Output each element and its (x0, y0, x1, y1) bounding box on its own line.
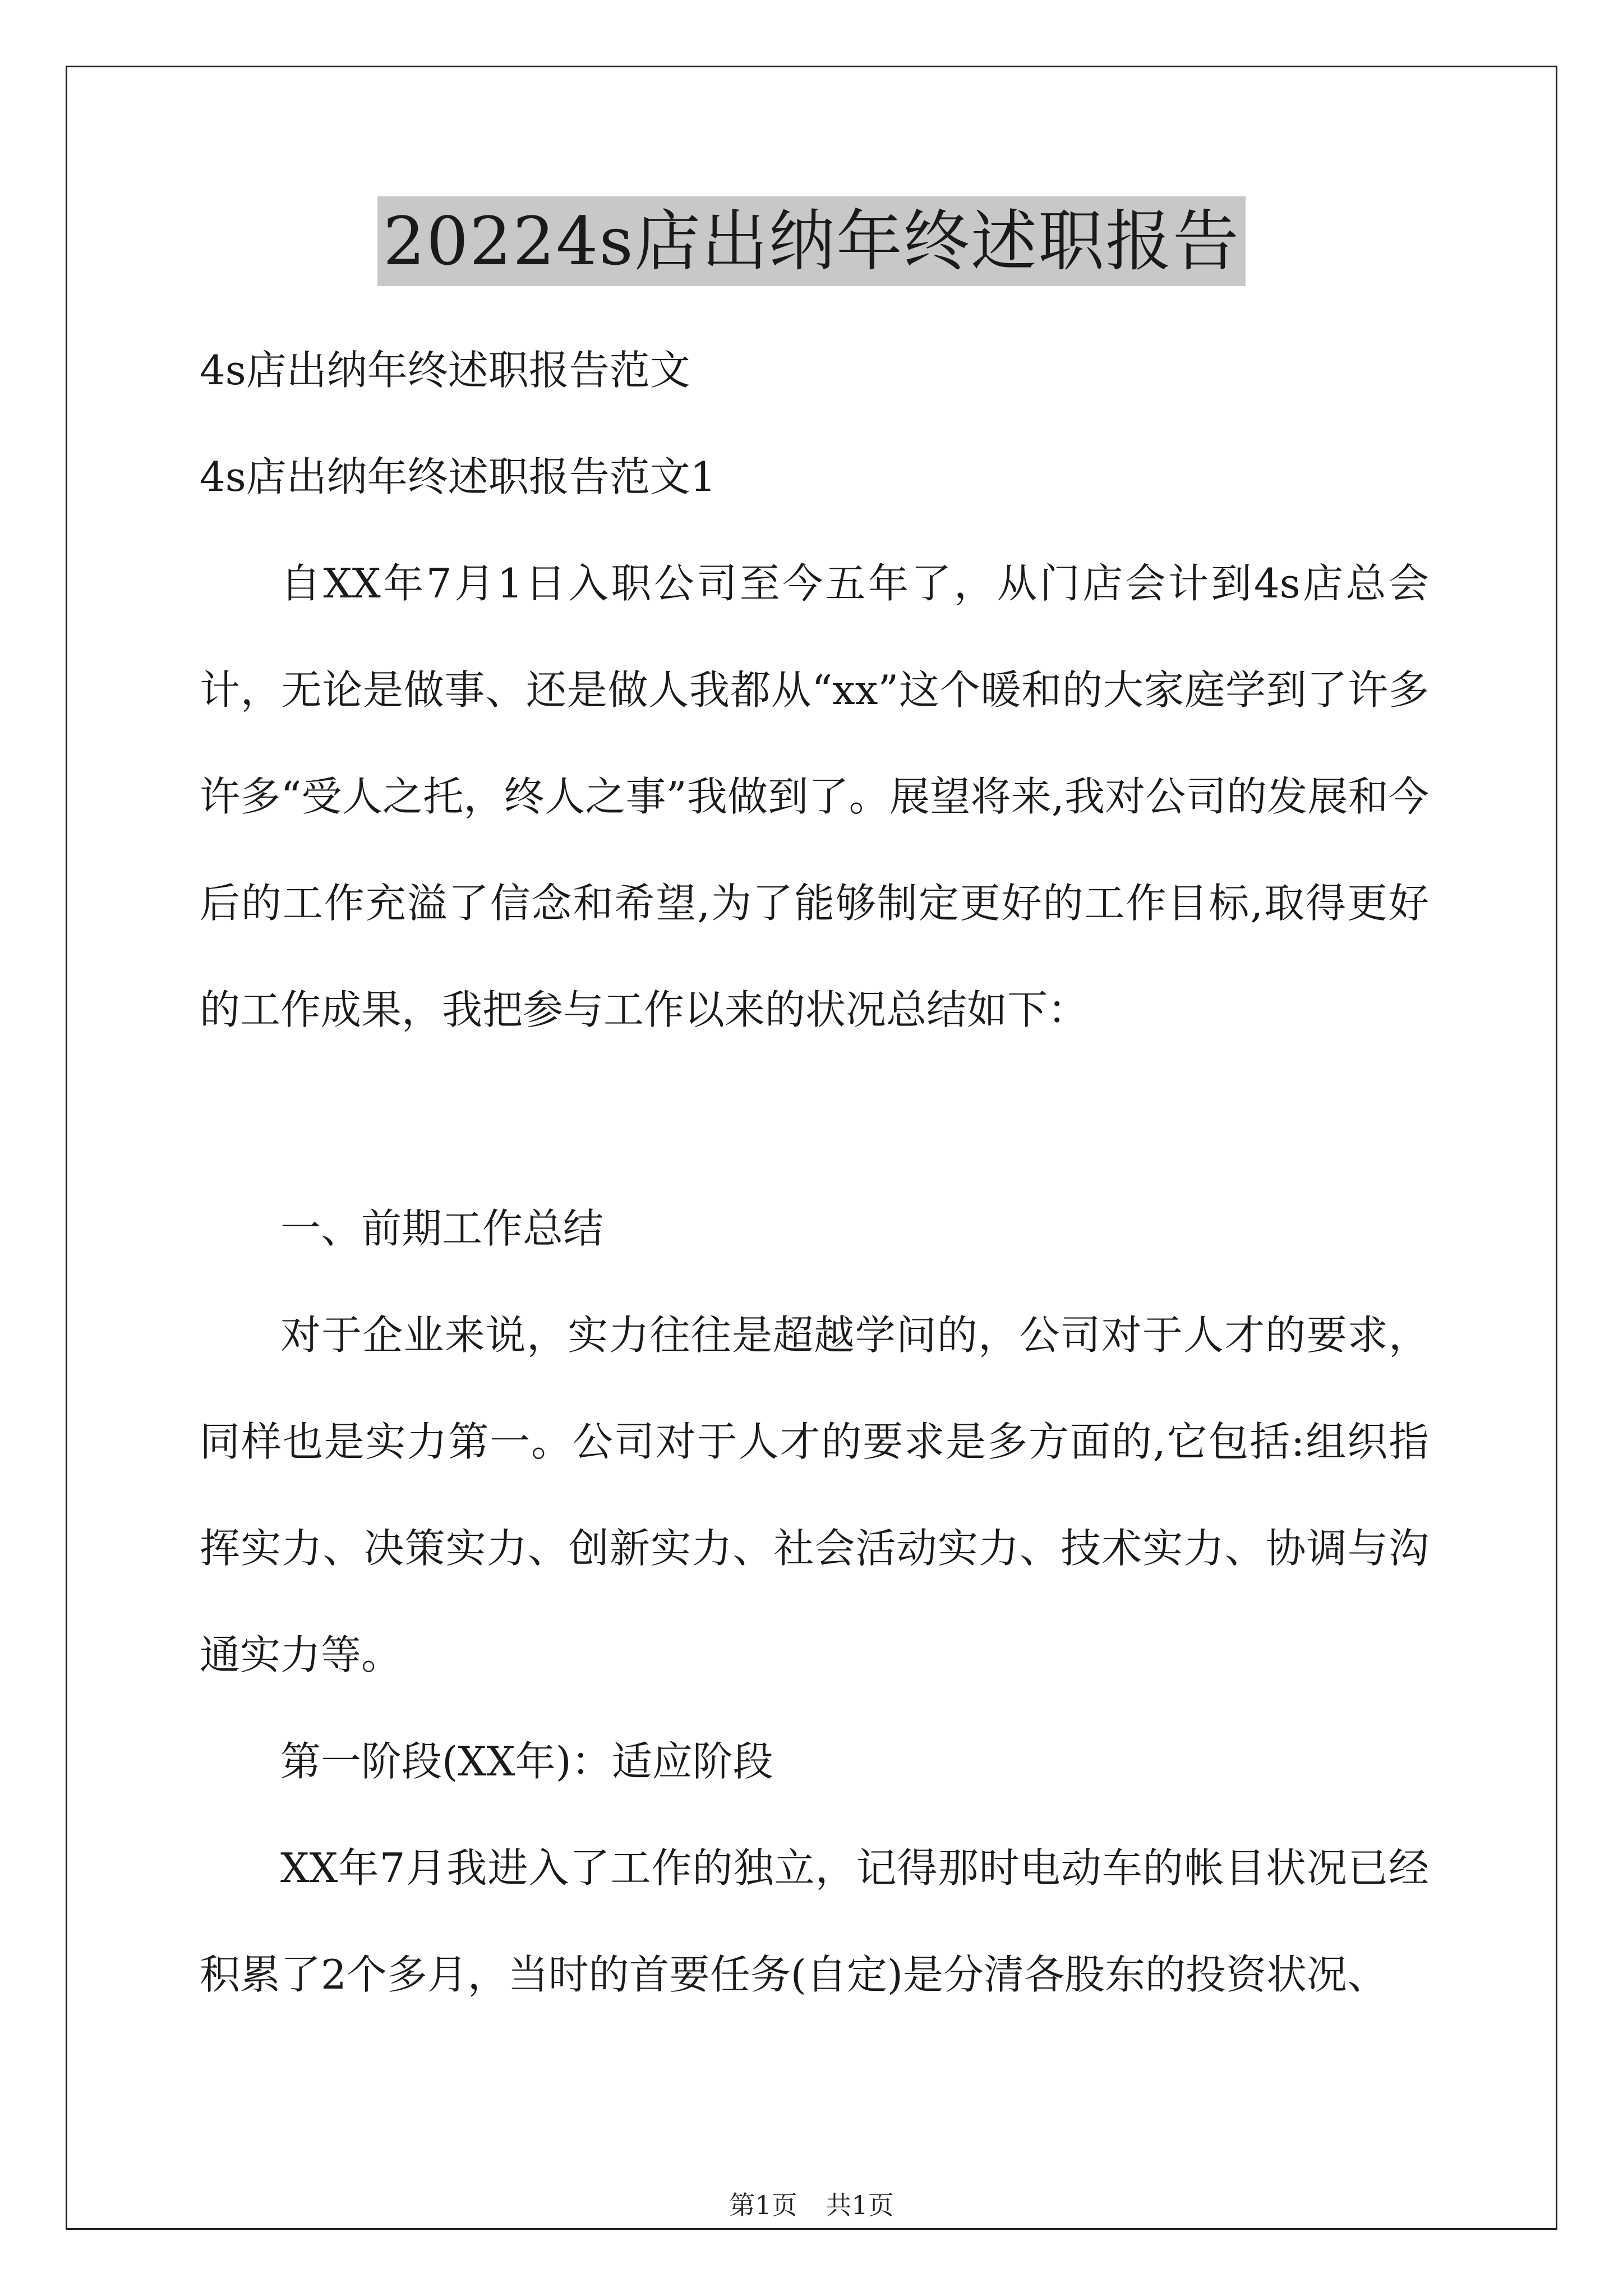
intro-paragraph: 自XX年7月1日入职公司至今五年了，从门店会计到4s店总会计，无论是做事、还是做人我都从“xx”这个暖和的大家庭学到了许多许多“受人之托，终人之事”我做到了。展望将来,我对公司的发展和今后的工作充溢了信念和希望,为了能够制定更好的工作目标,取得更好的工作成果，我把参与工作以来的状况总结如下： (200, 560, 1429, 1033)
document-body (200, 317, 1429, 1063)
section-title: 4s店出纳年终述职报告范文1 (200, 453, 716, 500)
paragraph-two: 对于企业来说，实力往往是超越学问的，公司对于人才的要求，同样也是实力第一。公司对于人才的要求是多方面的,它包括:组织指挥实力、决策实力、创新实力、社会活动实力、技术实力、协调与沟通实力等。 (200, 1312, 1429, 1678)
document-body-part-two (200, 1175, 1429, 2028)
document-title: 20224s店出纳年终述职报告 (377, 196, 1246, 286)
paragraph-three: XX年7月我进入了工作的独立，记得那时电动车的帐目状况已经积累了2个多月，当时的首要任务(自定)是分清各股东的投资状况、 (200, 1844, 1429, 1998)
subtitle: 4s店出纳年终述职报告范文 (200, 347, 690, 394)
page-total: 共1页 (826, 2190, 894, 2220)
heading-one: 一、前期工作总结 (280, 1205, 604, 1252)
page-footer (0, 2185, 1623, 2222)
title-container (0, 196, 1623, 286)
page-number: 第1页 (729, 2190, 797, 2220)
stage-heading: 第一阶段(XX年)：适应阶段 (280, 1738, 773, 1785)
